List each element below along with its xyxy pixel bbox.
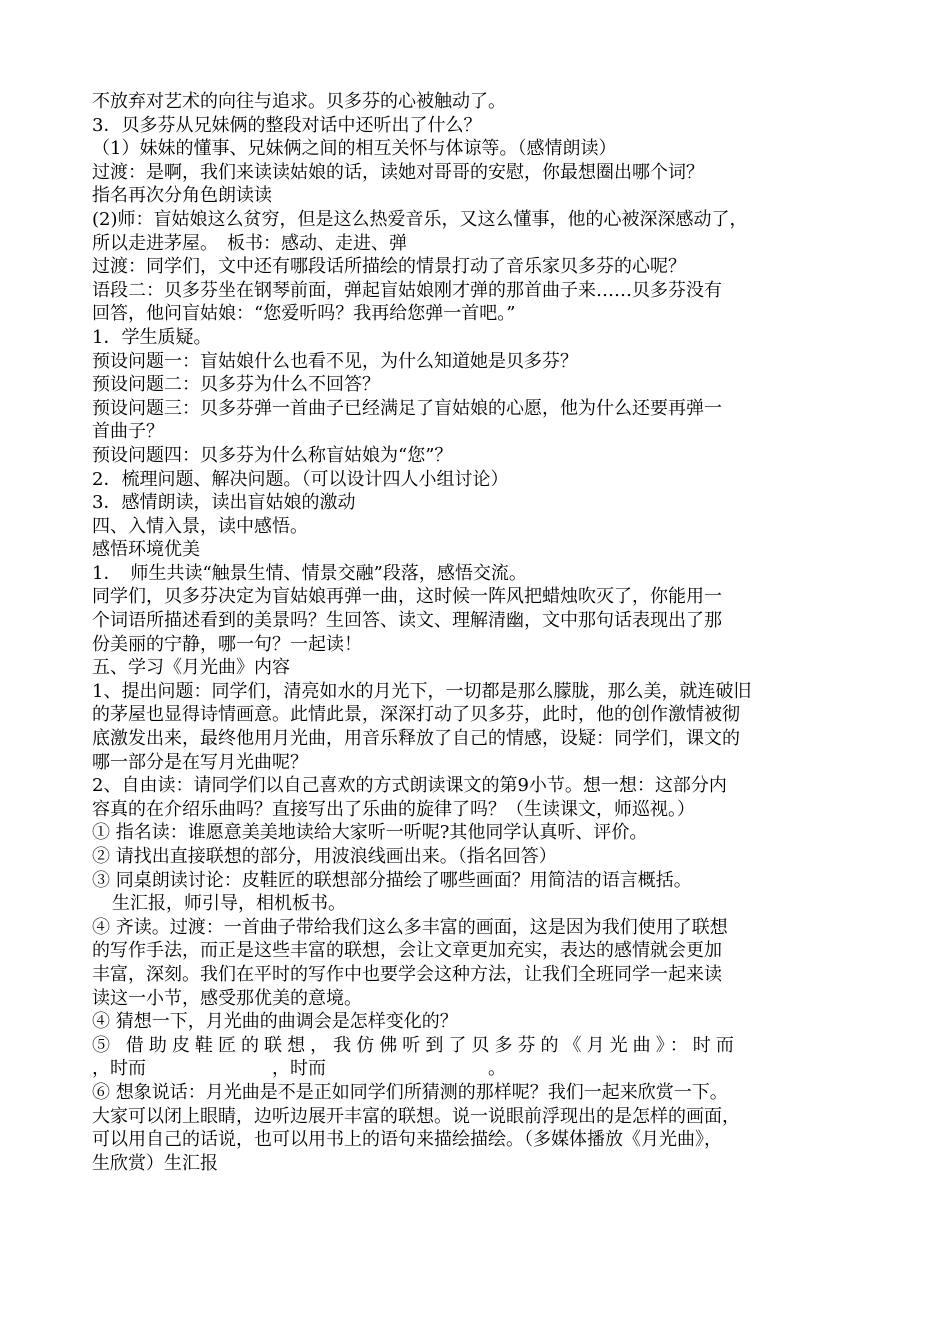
text-line: 1．学生质疑。 — [92, 326, 212, 348]
text-line: 的茅屋也显得诗情画意。此情此景，深深打动了贝多芬，此时，他的创作激情被彻 — [92, 704, 740, 726]
text-line: 1． 师生共读“触景生情、情景交融”段落，感悟交流。 — [92, 562, 527, 584]
text-line: 大家可以闭上眼睛，边听边展开丰富的联想。说一说眼前浮现出的是怎样的画面， — [92, 1105, 740, 1127]
text-line: 预设问题二：贝多芬为什么不回答？ — [92, 374, 380, 396]
text-line: (2)师：盲姑娘这么贫穷，但是这么热爱音乐，又这么懂事，他的心被深深感动了， — [92, 208, 748, 230]
text-line: 语段二：贝多芬坐在钢琴前面，弹起盲姑娘刚才弹的那首曲子来……贝多芬没有 — [92, 279, 722, 301]
text-line: 过渡：同学们，文中还有哪段话所描绘的情景打动了音乐家贝多芬的心呢？ — [92, 256, 686, 278]
text-line: 首曲子？ — [92, 421, 164, 443]
text-line: ④ 齐读。过渡：一首曲子带给我们这么多丰富的画面，这是因为我们使用了联想 — [92, 916, 728, 938]
text-line: 生汇报，师引导，相机板书。 — [112, 893, 346, 915]
text-line: 过渡：是啊，我们来读读姑娘的话，读她对哥哥的安慰，你最想圈出哪个词？ — [92, 161, 704, 183]
text-line: 3．感情朗读，读出盲姑娘的激动 — [92, 492, 356, 514]
text-line: 2．梳理问题、解决问题。（可以设计四人小组讨论） — [92, 468, 509, 490]
text-line: 预设问题四：贝多芬为什么称盲姑娘为“您”？ — [92, 444, 453, 466]
text-line: ① 指名读：谁愿意美美地读给大家听一听呢?其他同学认真听、评价。 — [92, 822, 648, 844]
text-line: 3．贝多芬从兄妹俩的整段对话中还听出了什么？ — [92, 114, 482, 136]
text-line: 哪一部分是在写月光曲呢？ — [92, 751, 308, 773]
text-line: 感悟环境优美 — [92, 539, 200, 561]
text-line: 丰富，深刻。我们在平时的写作中也要学会这种方法，让我们全班同学一起来读 — [92, 963, 722, 985]
text-line: 1、提出问题：同学们，清亮如水的月光下，一切都是那么朦胧，那么美，就连破旧 — [92, 680, 752, 702]
text-line: （1）妹妹的懂事、兄妹俩之间的相互关怀与体谅等。（感情朗读） — [92, 138, 617, 160]
text-line: ，时而 ，时而 。 — [92, 1058, 506, 1080]
text-line: ② 请找出直接联想的部分，用波浪线画出来。（指名回答） — [92, 846, 557, 867]
text-line: 的写作手法，而正是这些丰富的联想，会让文章更加充实，表达的感情就会更加 — [92, 940, 722, 962]
text-line: 预设问题一：盲姑娘什么也看不见，为什么知道她是贝多芬？ — [92, 350, 578, 372]
text-line: 四、入情入景，读中感悟。 — [92, 515, 308, 537]
text-line: 回答，他问盲姑娘：“您爱听吗？我再给您弹一首吧。” — [92, 303, 516, 325]
text-line: 预设问题三：贝多芬弹一首曲子已经满足了盲姑娘的心愿，他为什么还要再弹一 — [92, 397, 722, 419]
document-page — [92, 90, 862, 1175]
text-line: 五、学习《月光曲》内容 — [92, 657, 290, 679]
text-line: 不放弃对艺术的向往与追求。贝多芬的心被触动了。 — [92, 91, 506, 112]
text-line: 份美丽的宁静，哪一句？一起读！ — [92, 633, 362, 655]
text-line: 指名再次分角色朗读读 — [92, 185, 272, 207]
text-line: 同学们，贝多芬决定为盲姑娘再弹一曲，这时候一阵风把蜡烛吹灭了，你能用一 — [92, 586, 722, 608]
text-line: 所以走进茅屋。 板书：感动、走进、弹 — [92, 232, 407, 254]
text-line: ⑤ 借助皮鞋匠的联想，我仿佛听到了贝多芬的《月光曲》：时而 — [92, 1034, 739, 1056]
text-line: 生欣赏）生汇报 — [92, 1152, 218, 1174]
text-line: 容真的在介绍乐曲吗？直接写出了乐曲的旋律了吗？（生读课文，师巡视。） — [92, 798, 695, 820]
text-line: 2、自由读：请同学们以自己喜欢的方式朗读课文的第9小节。想一想：这部分内 — [92, 775, 727, 797]
text-line: ④ 猜想一下，月光曲的曲调会是怎样变化的？ — [92, 1011, 458, 1033]
text-line: ⑥ 想象说话：月光曲是不是正如同学们所猜测的那样呢？我们一起来欣赏一下。 — [92, 1081, 728, 1103]
text-line: 读这一小节，感受那优美的意境。 — [92, 987, 362, 1009]
text-line: ③ 同桌朗读讨论：皮鞋匠的联想部分描绘了哪些画面？用简洁的语言概括。 — [92, 869, 692, 891]
text-line: 底激发出来，最终他用月光曲，用音乐释放了自己的情感，设疑：同学们，课文的 — [92, 728, 740, 750]
text-line: 个词语所描述看到的美景吗？生回答、读文、理解清幽，文中那句话表现出了那 — [92, 610, 722, 632]
text-line: 可以用自己的话说，也可以用书上的语句来描绘描绘。（多媒体播放《月光曲》， — [92, 1129, 722, 1151]
